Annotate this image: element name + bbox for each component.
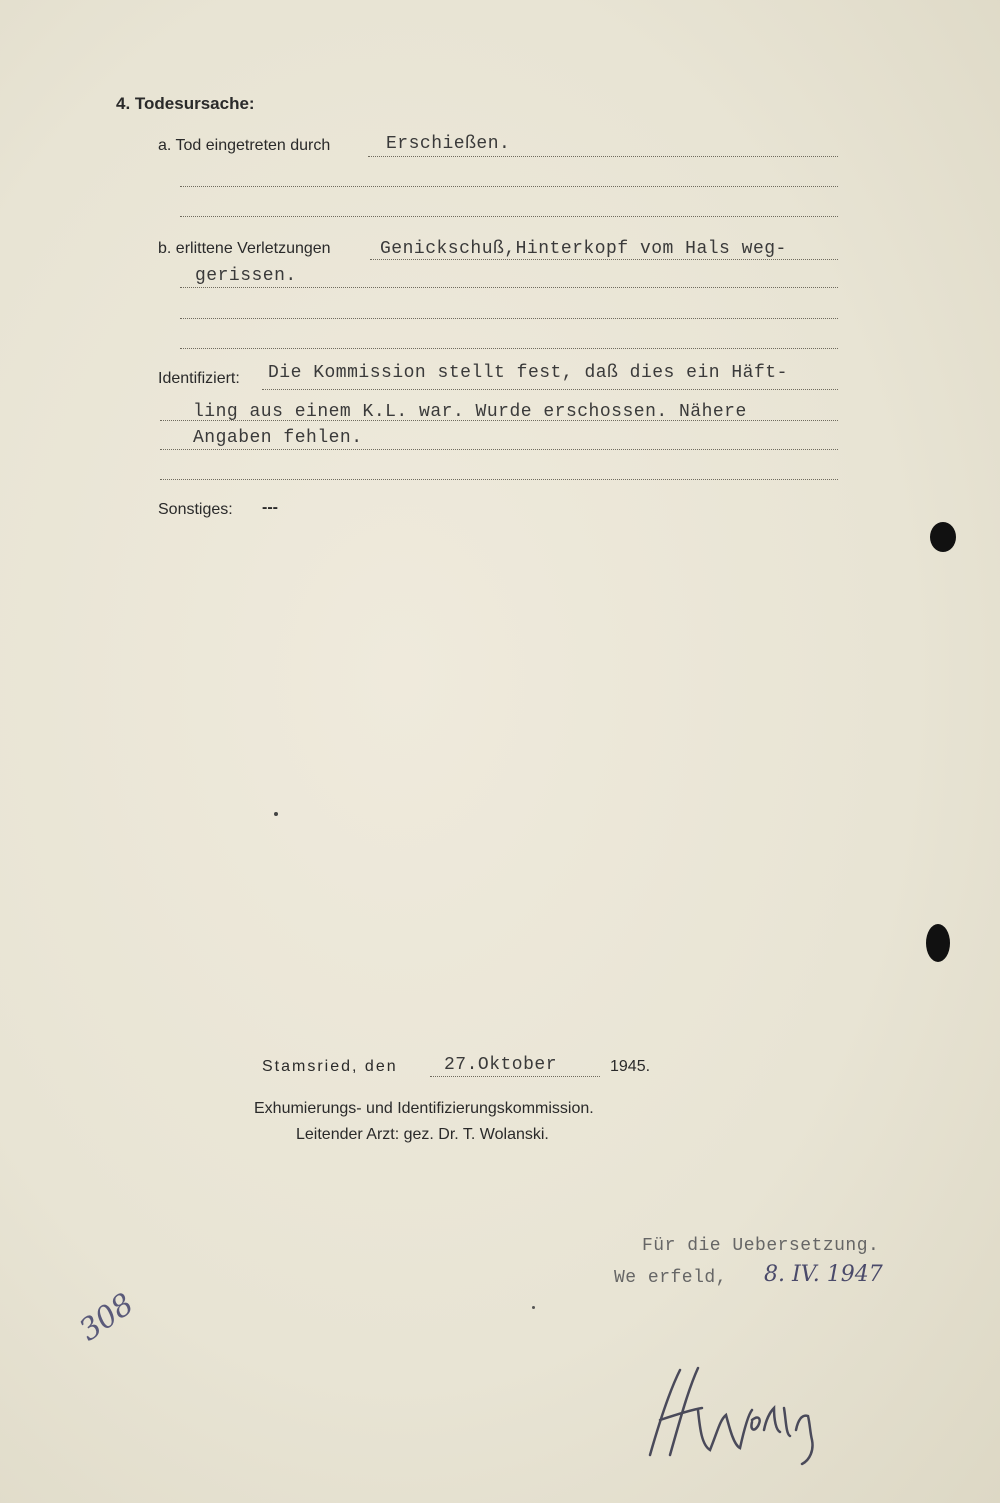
translation-note: Für die Uebersetzung. (642, 1236, 880, 1256)
dotted-line (430, 1076, 600, 1077)
dotted-line (160, 449, 838, 450)
injuries-label: b. erlittene Verletzungen (158, 240, 331, 257)
other-value: --- (262, 499, 278, 516)
stray-mark (532, 1306, 535, 1309)
signature (640, 1360, 840, 1470)
cause-label: a. Tod eingetreten durch (158, 137, 331, 154)
injuries-value-line1: Genickschuß,Hinterkopf vom Hals weg- (380, 239, 787, 259)
date-value: 27.Oktober (444, 1055, 558, 1075)
identified-label: Identifiziert: (158, 370, 240, 387)
commission-name: Exhumierungs- und Identifizierungskommission. (254, 1100, 594, 1117)
translation-date: 8. IV. 1947 (764, 1262, 883, 1287)
dotted-line (160, 420, 838, 421)
cause-value: Erschießen. (386, 134, 511, 154)
punch-hole (930, 522, 956, 552)
doctor-name: Leitender Arzt: gez. Dr. T. Wolanski. (296, 1126, 549, 1143)
dotted-line (262, 389, 838, 390)
identified-line1: Die Kommission stellt fest, daß dies ein Häft- (268, 363, 788, 383)
translation-place: We erfeld, (614, 1268, 728, 1288)
other-label: Sonstiges: (158, 501, 233, 518)
section-heading: 4. Todesursache: (116, 94, 255, 113)
identified-line3: Angaben fehlen. (193, 428, 363, 448)
margin-note: 308 (73, 1286, 141, 1349)
punch-hole (926, 924, 950, 962)
stray-mark (274, 812, 278, 816)
dotted-line (180, 186, 838, 187)
dotted-line (160, 479, 838, 480)
dotted-line (180, 348, 838, 349)
dotted-line (368, 156, 838, 157)
dotted-line (180, 216, 838, 217)
injuries-value-line2: gerissen. (195, 266, 297, 286)
dotted-line (180, 318, 838, 319)
dotted-line (370, 259, 838, 260)
place-date-prefix: Stamsried, den (262, 1058, 398, 1075)
dotted-line (180, 287, 838, 288)
identified-line2: ling aus einem K.L. war. Wurde erschossen. Nähere (193, 402, 747, 422)
year: 1945. (610, 1058, 651, 1075)
